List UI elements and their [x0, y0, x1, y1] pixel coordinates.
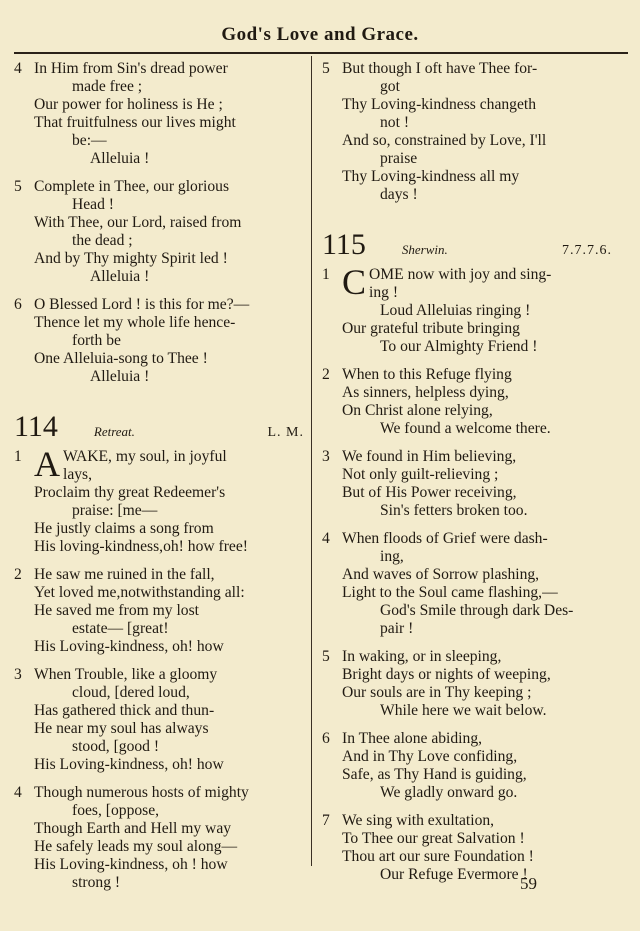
stanza: [322, 262, 612, 356]
hymn-meter: 7.7.7.6.: [562, 243, 612, 258]
verse-line: On Christ alone relying,: [342, 402, 493, 419]
header-rule: [14, 52, 628, 54]
stanza: [322, 448, 612, 520]
stanza-number: 7: [322, 812, 330, 829]
drop-cap: A: [34, 444, 60, 484]
verse-line: Light to the Soul came flashing,—: [342, 584, 558, 601]
stanza-gap: [322, 520, 612, 530]
tune-name: Sherwin.: [401, 242, 448, 257]
stanza: [322, 648, 612, 720]
verse-line: Though Earth and Hell my way: [34, 820, 232, 837]
verse-line: Head !: [72, 196, 114, 213]
stanza-number: 5: [322, 60, 330, 77]
stanza: [14, 666, 304, 774]
verse-line: We sing with exultation,: [342, 812, 495, 829]
verse-line: Thy Loving-kindness changeth: [342, 96, 537, 113]
verse-line: not !: [380, 114, 410, 131]
drop-cap: C: [342, 262, 367, 302]
stanza-gap: [14, 774, 304, 784]
verse-line: He safely leads my soul along—: [34, 838, 238, 855]
verse-line: And waves of Sorrow plashing,: [342, 566, 540, 583]
page-title: God's Love and Grace.: [221, 24, 419, 45]
verse-line: AWAKE, my soul, in joyful: [34, 444, 227, 484]
verse-line: praise: [me—: [72, 502, 158, 519]
hymn-header: [14, 412, 304, 442]
stanza-gap: [322, 884, 612, 894]
verse-line: He saved me from my lost: [34, 602, 199, 619]
stanza-number: 2: [322, 366, 330, 383]
stanza-number: 3: [14, 666, 22, 683]
verse-line: lays,: [63, 466, 93, 483]
verse-line: His Loving-kindness, oh! how: [34, 638, 224, 655]
verse-line: Complete in Thee, our glorious: [34, 178, 230, 195]
verse-line: Safe, as Thy Hand is guiding,: [342, 766, 527, 783]
verse-line: We found in Him believing,: [342, 448, 517, 465]
verse-line: His Loving-kindness, oh! how: [34, 756, 224, 773]
verse-line: strong !: [72, 874, 121, 891]
verse-line: While here we wait below.: [380, 702, 547, 719]
right-column: [322, 60, 612, 894]
stanza: [322, 730, 612, 802]
verse-line: To Thee our great Salvation !: [342, 830, 525, 847]
verse-line: pair !: [380, 620, 414, 637]
stanza-number: 2: [14, 566, 22, 583]
verse-line: And so, constrained by Love, I'll: [342, 132, 547, 149]
verse-line: God's Smile through dark Des-: [380, 602, 574, 619]
hymn-header: [322, 230, 612, 260]
verse-line: Our grateful tribute bringing: [342, 320, 520, 337]
stanza: [322, 530, 612, 638]
stanza-number: 3: [322, 448, 330, 465]
verse-line: Alleluia !: [90, 150, 150, 167]
verse-line: ing,: [380, 548, 404, 565]
verse-line: Not only guilt-relieving ;: [342, 466, 499, 483]
verse-line: Our souls are in Thy keeping ;: [342, 684, 532, 701]
verse-line: He justly claims a song from: [34, 520, 214, 537]
stanza-gap: [322, 638, 612, 648]
verse-line: estate— [great!: [72, 620, 169, 637]
verse-line: And by Thy mighty Spirit led !: [34, 250, 228, 267]
verse-line: COME now with joy and sing-: [342, 262, 552, 302]
verse-line: Bright days or nights of weeping,: [342, 666, 551, 683]
verse-line: Has gathered thick and thun-: [34, 702, 215, 719]
stanza-number: 5: [14, 178, 22, 195]
verse-line: We found a welcome there.: [380, 420, 551, 437]
stanza: [14, 566, 304, 656]
verse-line: When Trouble, like a gloomy: [34, 666, 218, 683]
verse-line: Thou art our sure Foundation !: [342, 848, 534, 865]
stanza: [14, 784, 304, 892]
verse-line: Thy Loving-kindness all my: [342, 168, 520, 185]
stanza: [14, 178, 304, 286]
hymn-meter: L. M.: [267, 425, 304, 440]
verse-line: Loud Alleluias ringing !: [380, 302, 531, 319]
verse-line: Thence let my whole life hence-: [34, 314, 236, 331]
stanza-gap: [14, 656, 304, 666]
verse-line: days !: [380, 186, 418, 203]
stanza-number: 1: [322, 266, 330, 283]
verse-line: His loving-kindness,oh! how free!: [34, 538, 248, 555]
verse-line: made free ;: [72, 78, 143, 95]
verse-line: When floods of Grief were dash-: [342, 530, 548, 547]
verse-line: praise: [380, 150, 418, 167]
stanza: [322, 60, 612, 204]
verse-line: Our Refuge Evermore !: [380, 866, 528, 883]
verse-line: Though numerous hosts of mighty: [34, 784, 249, 801]
verse-line: As sinners, helpless dying,: [342, 384, 509, 401]
verse-line: stood, [good !: [72, 738, 160, 755]
verse-line: foes, [oppose,: [72, 802, 160, 819]
stanza-gap: [322, 802, 612, 812]
stanza-gap: [14, 286, 304, 296]
stanza: [14, 444, 304, 556]
verse-line: When to this Refuge flying: [342, 366, 512, 383]
verse-line: In Him from Sin's dread power: [34, 60, 228, 77]
verse-line: In Thee alone abiding,: [342, 730, 483, 747]
stanza: [14, 296, 304, 386]
verse-line: We gladly onward go.: [380, 784, 518, 801]
verse-line: Sin's fetters broken too.: [380, 502, 528, 519]
stanza-gap: [14, 168, 304, 178]
stanza-gap: [14, 556, 304, 566]
verse-line: Our power for holiness is He ;: [34, 96, 223, 113]
verse-line: Alleluia !: [90, 268, 150, 285]
stanza-number: 6: [14, 296, 22, 313]
verse-line: O Blessed Lord ! is this for me?—: [34, 296, 250, 313]
verse-line: In waking, or in sleeping,: [342, 648, 502, 665]
stanza-number: 4: [14, 60, 22, 77]
stanza-number: 5: [322, 648, 330, 665]
verse-line: forth be: [72, 332, 121, 349]
hymn-number: 114: [14, 410, 58, 443]
verse-line: cloud, [dered loud,: [72, 684, 190, 701]
verse-line: And in Thy Love confiding,: [342, 748, 518, 765]
column-divider: [311, 56, 312, 866]
stanza: [14, 60, 304, 168]
hymn-number: 115: [322, 228, 366, 261]
verse-line: be:—: [72, 132, 107, 149]
verse-line: Yet loved me,notwithstanding all:: [34, 584, 245, 601]
stanza: [322, 812, 612, 884]
stanza-gap: [14, 892, 304, 902]
verse-line: With Thee, our Lord, raised from: [34, 214, 242, 231]
stanza-gap: [322, 438, 612, 448]
stanza-number: 1: [14, 448, 22, 465]
verse-line: To our Almighty Friend !: [380, 338, 538, 355]
stanza-gap: [14, 386, 304, 396]
stanza-gap: [322, 720, 612, 730]
verse-line: But though I oft have Thee for-: [342, 60, 538, 77]
verse-line: One Alleluia-song to Thee !: [34, 350, 208, 367]
stanza: [322, 366, 612, 438]
stanza-number: 4: [322, 530, 330, 547]
stanza-gap: [322, 356, 612, 366]
verse-line: Alleluia !: [90, 368, 150, 385]
stanza-gap: [322, 204, 612, 214]
verse-line: His Loving-kindness, oh ! how: [34, 856, 228, 873]
verse-line: He saw me ruined in the fall,: [34, 566, 215, 583]
verse-line: But of His Power receiving,: [342, 484, 517, 501]
verse-line: the dead ;: [72, 232, 133, 249]
verse-line: got: [380, 78, 400, 95]
left-column: [14, 60, 304, 902]
verse-line: ing !: [369, 284, 399, 301]
verse-line: He near my soul has always: [34, 720, 209, 737]
verse-line: That fruitfulness our lives might: [34, 114, 236, 131]
stanza-number: 4: [14, 784, 22, 801]
tune-name: Retreat.: [93, 424, 135, 439]
stanza-number: 6: [322, 730, 330, 747]
verse-line: Proclaim thy great Redeemer's: [34, 484, 226, 501]
page-number: 59: [520, 874, 537, 893]
